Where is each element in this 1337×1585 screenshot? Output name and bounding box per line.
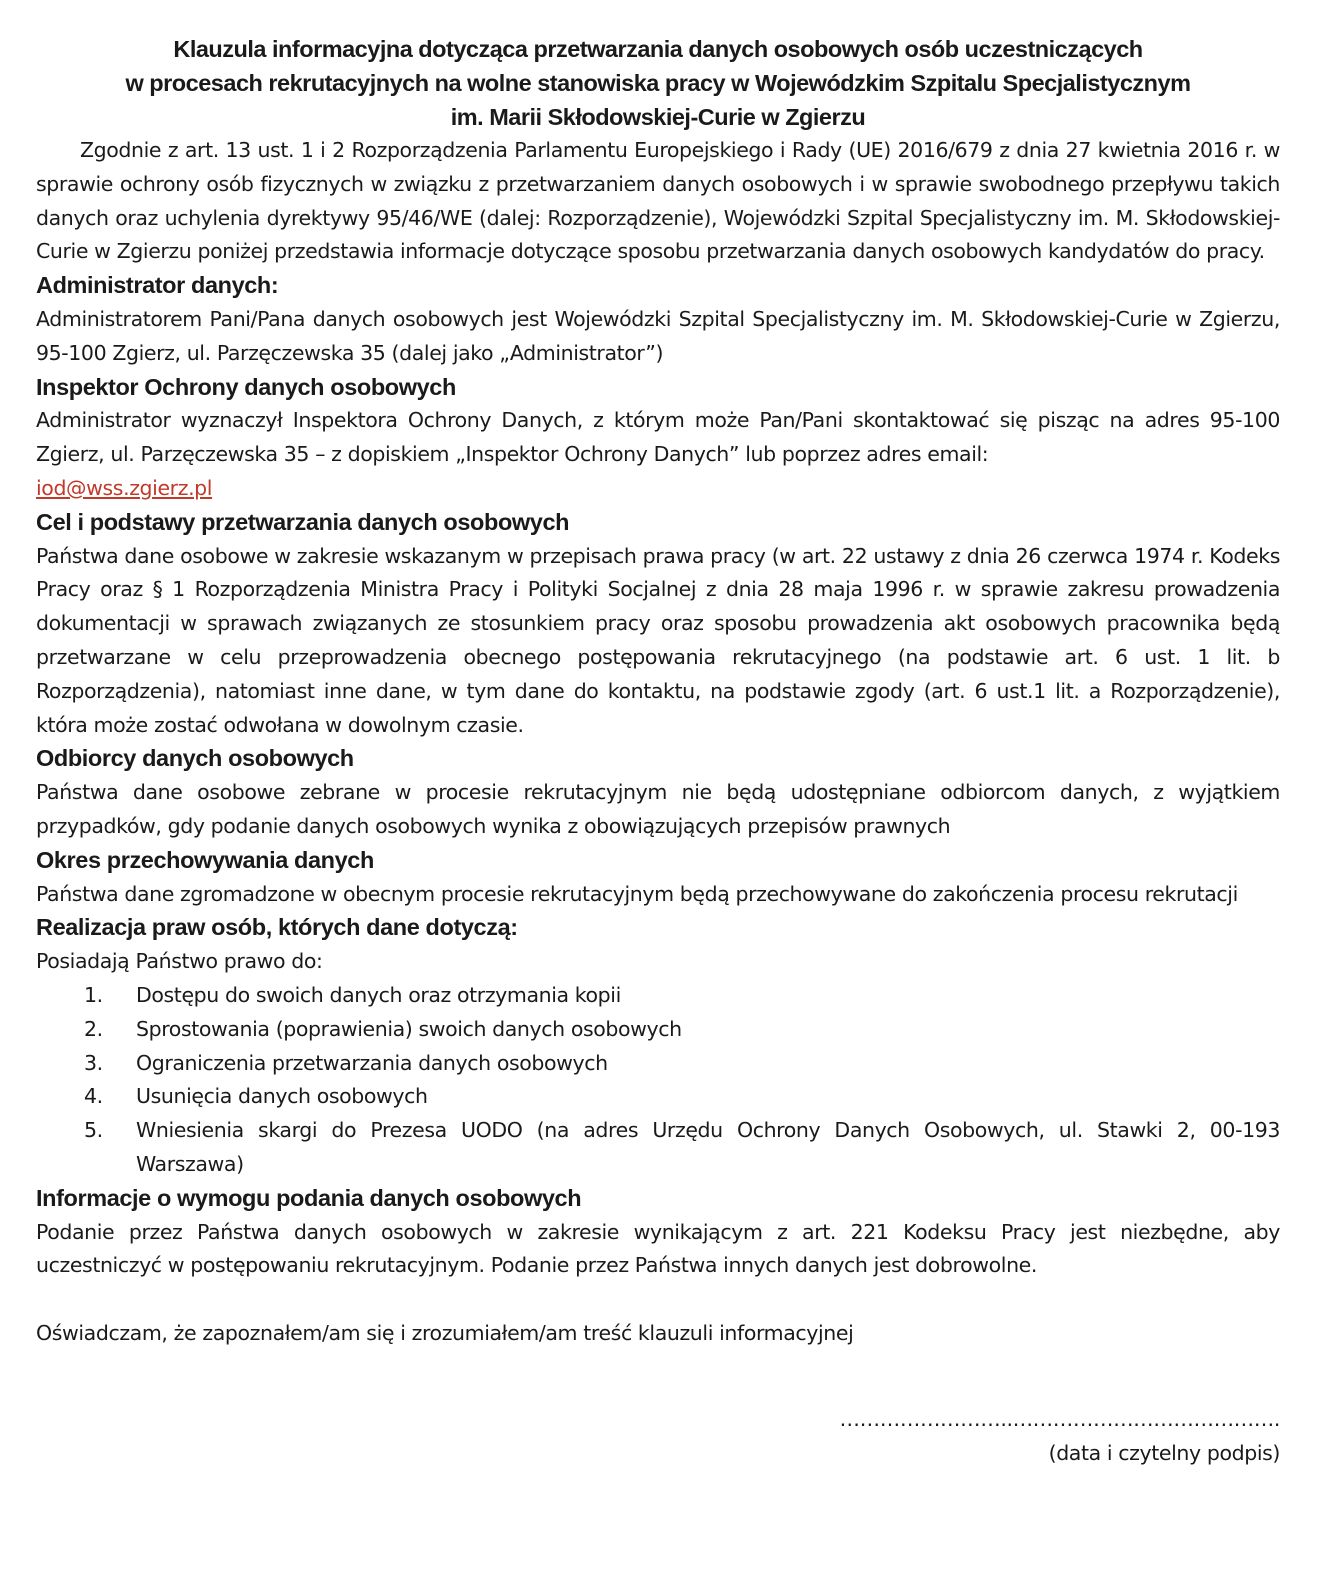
retention-heading: Okres przechowywania danych — [36, 846, 374, 873]
signature-label: (data i czytelny podpis) — [1048, 1440, 1280, 1465]
signature-line: ……………………..…………………………………. — [839, 1406, 1280, 1431]
purpose-heading: Cel i podstawy przetwarzania danych osobowych — [36, 508, 570, 535]
title-line-2: w procesach rekrutacyjnych na wolne stanowiska pracy w Wojewódzkim Szpitalu Specjalistycznym — [125, 70, 1191, 96]
administrator-text: Administratorem Pani/Pana danych osobowych jest Wojewódzki Szpital Specjalistyczny im. M. Skłodowskiej-Curie w Zgierzu, 95-100 Zgierz, ul. Parzęczewska 35 (dalej jako „Administrator”) — [36, 306, 1280, 365]
iod-heading: Inspektor Ochrony danych osobowych — [36, 373, 456, 400]
list-item-number: 3. — [84, 1050, 103, 1075]
requirement-text: Podanie przez Państwa danych osobowych w zakresie wynikającym z art. 221 Kodeksu Pracy jest niezbędne, aby uczestniczyć w postępowaniu rekrutacyjnym. Podanie przez Państwa innych danych jest dobrowolne. — [36, 1219, 1280, 1278]
spacer — [36, 1351, 1280, 1403]
list-item-text: Sprostowania (poprawienia) swoich danych osobowych — [136, 1016, 682, 1041]
iod-email-link[interactable]: iod@wss.zgierz.pl — [36, 475, 213, 500]
administrator-heading: Administrator danych: — [36, 272, 279, 299]
title-line-3: im. Marii Skłodowskiej-Curie w Zgierzu — [450, 104, 866, 130]
title-line-1: Klauzula informacyjna dotycząca przetwarzania danych osobowych osób uczestniczących — [173, 36, 1143, 62]
list-item-text: Ograniczenia przetwarzania danych osobowych — [136, 1050, 608, 1075]
rights-intro: Posiadają Państwo prawo do: — [36, 949, 323, 974]
rights-heading: Realizacja praw osób, których dane dotyczą: — [36, 914, 518, 941]
list-item-text: Wniesienia skargi do Prezesa UODO (na adres Urzędu Ochrony Danych Osobowych, ul. Stawki 2, 00-193 Warszawa) — [136, 1118, 1280, 1176]
iod-text: Administrator wyznaczył Inspektora Ochrony Danych, z którym może Pan/Pani skontaktować się pisząc na adres 95-100 Zgierz, ul. Parzęczewska 35 – z dopiskiem „Inspektor Ochrony Danych” lub poprzez adres email: — [36, 408, 1280, 467]
list-item-text: Usunięcia danych osobowych — [136, 1084, 428, 1109]
list-item-text: Dostępu do swoich danych oraz otrzymania kopii — [136, 982, 621, 1007]
list-item — [36, 1013, 1280, 1047]
list-item-number: 5. — [84, 1118, 103, 1143]
recipients-heading: Odbiorcy danych osobowych — [36, 745, 354, 772]
list-item — [36, 1047, 1280, 1081]
retention-text: Państwa dane zgromadzone w obecnym procesie rekrutacyjnym będą przechowywane do zakończenia procesu rekrutacji — [36, 881, 1238, 906]
requirement-heading: Informacje o wymogu podania danych osobowych — [36, 1184, 582, 1211]
list-item-number: 1. — [84, 982, 103, 1007]
purpose-text: Państwa dane osobowe w zakresie wskazanym w przepisach prawa pracy (w art. 22 ustawy z dnia 26 czerwca 1974 r. Kodeks Pracy oraz § 1 Rozporządzenia Ministra Pracy i Polityki Socjalnej z dnia 28 maja 1996 r. w sprawie zakresu prowadzenia dokumentacji w sprawach związanych ze stosunkiem pracy oraz sposobu prowadzenia akt osobowych pracownika będą przetwarzane w celu przeprowadzenia obecnego postępowania rekrutacyjnego (na podstawie art. 6 ust. 1 lit. b Rozporządzenia), natomiast inne dane, w tym dane do kontaktu, na podstawie zgody (art. 6 ust.1 lit. a Rozporządzenie), która może zostać odwołana w dowolnym czasie. — [36, 543, 1280, 737]
recipients-text: Państwa dane osobowe zebrane w procesie rekrutacyjnym nie będą udostępniane odbiorcom danych, z wyjątkiem przypadków, gdy podanie danych osobowych wynika z obowiązujących przepisów prawnych — [36, 780, 1280, 838]
list-item — [36, 1080, 1280, 1114]
iod-paragraph — [36, 404, 1280, 505]
list-item-number: 4. — [84, 1084, 103, 1109]
document-title — [36, 32, 1280, 134]
intro-paragraph: Zgodnie z art. 13 ust. 1 i 2 Rozporządzenia Parlamentu Europejskiego i Rady (UE) 2016/679 z dnia 27 kwietnia 2016 r. w sprawie ochrony osób fizycznych w związku z przetwarzaniem danych osobowych i w sprawie swobodnego przepływu takich danych oraz uchylenia dyrektywy 95/46/WE (dalej: Rozporządzenie), Wojewódzki Szpital Specjalistyczny im. M. Skłodowskiej-Curie w Zgierzu poniżej przedstawia informacje dotyczące sposobu przetwarzania danych osobowych kandydatów do pracy. — [36, 138, 1280, 264]
spacer — [36, 1283, 1280, 1317]
list-item — [36, 1114, 1280, 1182]
list-item — [36, 979, 1280, 1013]
declaration-text: Oświadczam, że zapoznałem/am się i zrozumiałem/am treść klauzuli informacyjnej — [36, 1321, 854, 1346]
rights-list — [36, 979, 1280, 1182]
list-item-number: 2. — [84, 1016, 103, 1041]
